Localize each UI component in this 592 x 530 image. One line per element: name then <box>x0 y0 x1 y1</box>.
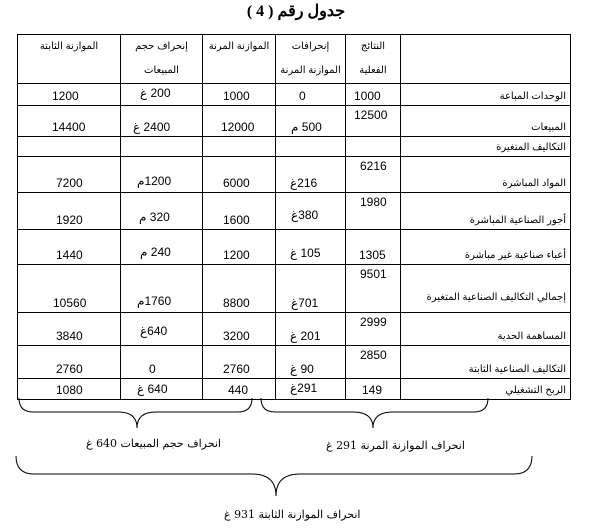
volume-variance-cell: 1760م <box>121 265 203 313</box>
row-label: المساهمة الحدية <box>401 313 571 346</box>
volume-variance-cell: 240 م <box>121 230 203 265</box>
flex-budget-cell: 12000 <box>203 106 276 137</box>
header-flex-variance: إنحرافات الموازنة المرنة <box>276 35 346 84</box>
volume-variance-cell: 1200م <box>121 157 203 193</box>
flex-budget-cell: 2760 <box>203 346 276 379</box>
table-title: جدول رقم ( 4 ) <box>246 3 346 20</box>
flex-budget-cell: 3200 <box>203 313 276 346</box>
fixed-budget-cell: 2760 <box>18 346 121 379</box>
flex-variance-cell: 500 م <box>276 106 346 137</box>
volume-variance-cell: 640 غ <box>121 379 203 400</box>
row-label: الوحدات المباعة <box>401 84 571 106</box>
flex-budget-cell: 1200 <box>203 230 276 265</box>
actual-cell: 1305 <box>346 230 401 265</box>
flex-variance-cell: 216غ <box>276 157 346 193</box>
flex-variance-cell: 291غ <box>276 379 346 400</box>
actual-cell: 1000 <box>346 84 401 106</box>
row-label: المواد المباشرة <box>401 157 571 193</box>
fixed-budget-cell: 14400 <box>18 106 121 137</box>
fixed-budget-cell: 1920 <box>18 193 121 230</box>
flex-variance-note: انحراف الموازنة المرنة 291 غ <box>326 439 465 452</box>
flex-budget-cell: 6000 <box>203 157 276 193</box>
fixed-variance-brace <box>16 456 532 496</box>
header-fixed-budget: الموازنة الثابتة <box>18 35 121 84</box>
actual-cell: 12500 <box>346 106 401 137</box>
volume-variance-cell: 2400 غ <box>121 106 203 137</box>
volume-variance-cell: 640غ <box>121 313 203 346</box>
volume-variance-cell: 320 م <box>121 193 203 230</box>
fixed-budget-cell: 1440 <box>18 230 121 265</box>
flex-variance-cell: 105 غ <box>276 230 346 265</box>
volume-variance-note: انحراف حجم المبيعات 640 غ <box>86 437 221 450</box>
row-label: التكاليف الصناعية الثابتة <box>401 346 571 379</box>
fixed-budget-cell: 1200 <box>18 84 121 106</box>
volume-variance-cell: 0 <box>121 346 203 379</box>
row-label: الربح التشغيلي <box>401 379 571 400</box>
header-flex-budget: الموازنة المرنة <box>203 35 276 84</box>
row-label: إجمالي التكاليف الصناعية المتغيرة <box>401 265 571 313</box>
flex-variance-cell: 380غ <box>276 193 346 230</box>
flex-variance-cell: 0 <box>276 84 346 106</box>
row-label: المبيعات <box>401 106 571 137</box>
actual-cell: 9501 <box>346 265 401 313</box>
flex-budget-cell: 440 <box>203 379 276 400</box>
actual-cell: 1980 <box>346 193 401 230</box>
actual-cell: 2850 <box>346 346 401 379</box>
header-actual: النتائج الفعلية <box>346 35 401 84</box>
flex-variance-brace <box>261 398 488 428</box>
volume-variance-cell: 200 غ <box>121 84 203 106</box>
actual-cell: 6216 <box>346 157 401 193</box>
actual-cell: 149 <box>346 379 401 400</box>
flex-variance-cell: 201 غ <box>276 313 346 346</box>
flex-budget-cell: 1000 <box>203 84 276 106</box>
flex-variance-cell: 701غ <box>276 265 346 313</box>
flex-variance-cell: 90 غ <box>276 346 346 379</box>
actual-cell: 2999 <box>346 313 401 346</box>
fixed-budget-cell: 3840 <box>18 313 121 346</box>
header-volume-variance: إنحراف حجم المبيعات <box>121 35 203 84</box>
row-label: التكاليف المتغيرة <box>401 137 571 157</box>
fixed-variance-note: انحراف الموازنة الثابتة 931 غ <box>224 508 361 521</box>
flex-budget-cell: 1600 <box>203 193 276 230</box>
volume-variance-brace <box>19 398 252 428</box>
fixed-budget-cell: 1080 <box>18 379 121 400</box>
fixed-budget-cell: 10560 <box>18 265 121 313</box>
flex-budget-cell: 8800 <box>203 265 276 313</box>
row-label: أجور الصناعية المباشرة <box>401 193 571 230</box>
row-label: أعباء صناعية غير مباشرة <box>401 230 571 265</box>
fixed-budget-cell: 7200 <box>18 157 121 193</box>
